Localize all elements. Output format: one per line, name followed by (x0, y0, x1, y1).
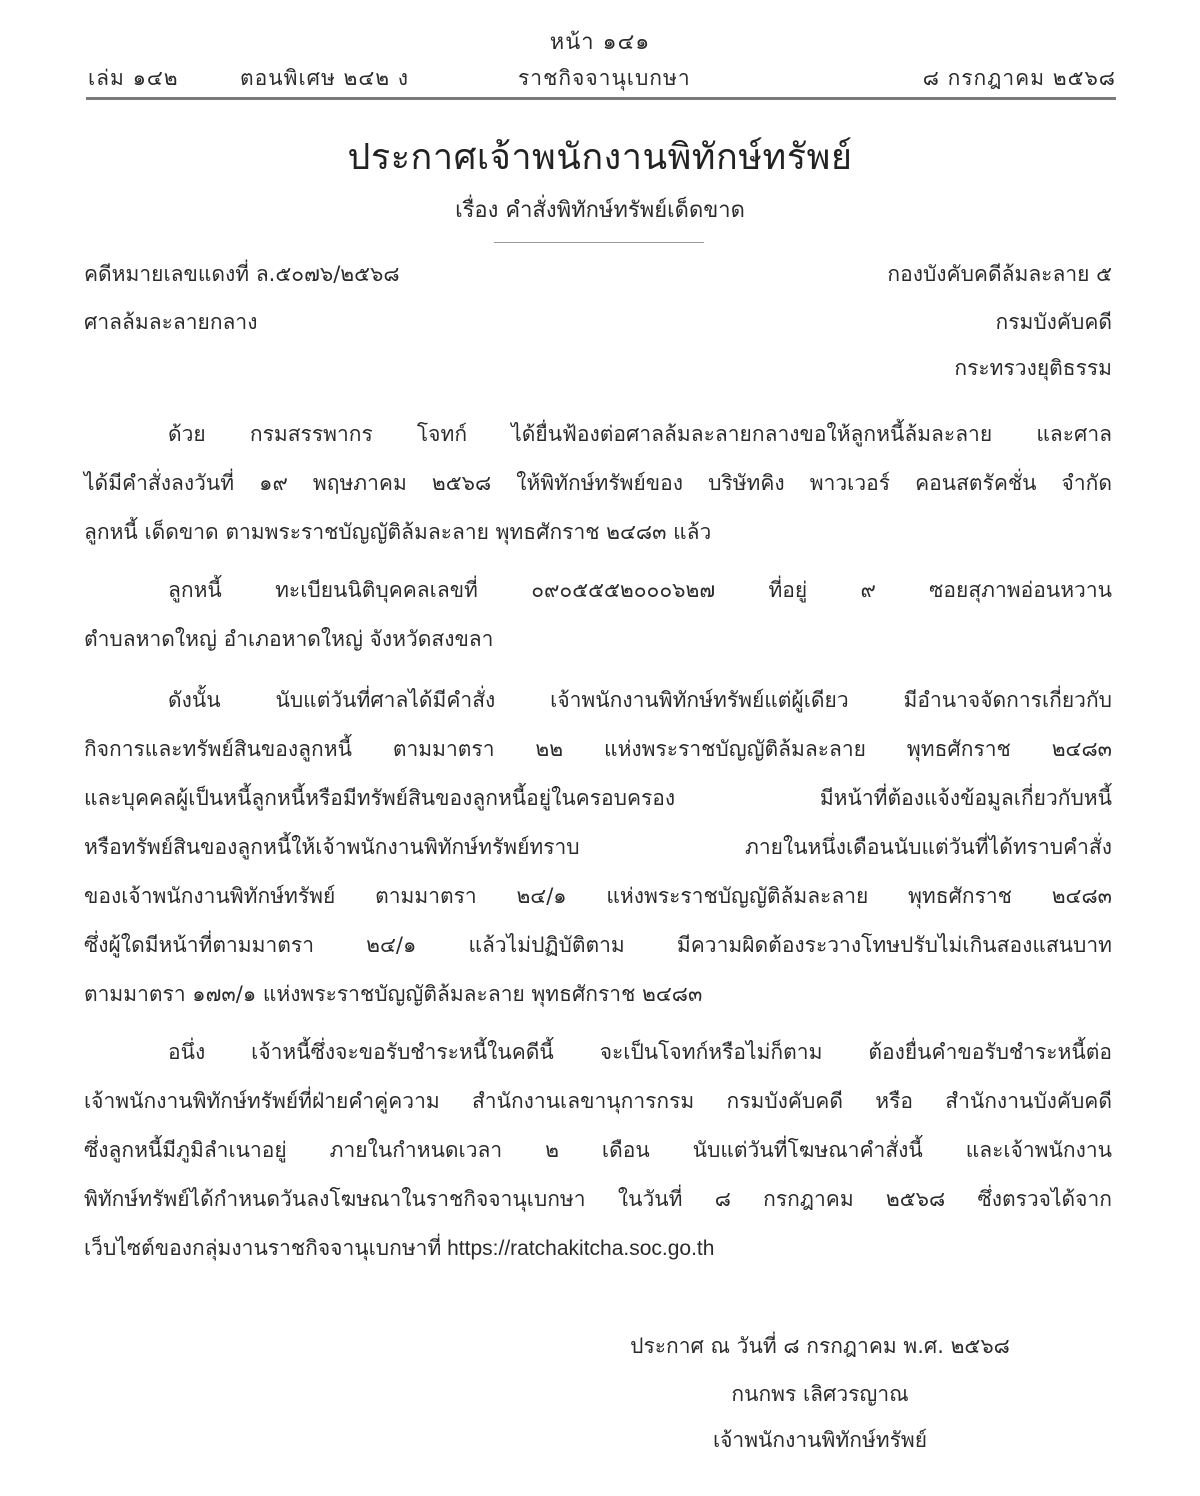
paragraph-line: ลูกหนี้ เด็ดขาด ตามพระราชบัญญัติล้มละลาย พุทธศักราช ๒๔๘๓ แล้ว (84, 520, 712, 544)
court-name: ศาลล้มละลายกลาง (84, 310, 258, 334)
title-divider (494, 242, 704, 243)
case-number: คดีหมายเลขแดงที่ ล.๕๐๗๖/๒๕๖๘ (84, 262, 400, 286)
paragraph-line: ลูกหนี้ ทะเบียนนิติบุคคลเลขที่ ๐๙๐๕๕๕๒๐๐๐๖๒๗ ที่อยู่ ๙ ซอยสุภาพอ่อนหวาน (168, 578, 1112, 602)
signatory-name: กนกพร เลิศวรญาณ (731, 1382, 909, 1406)
volume-label: เล่ม ๑๔๒ (88, 66, 179, 90)
page-number: หน้า ๑๔๑ (549, 30, 651, 55)
paragraph-line: พิทักษ์ทรัพย์ได้กำหนดวันลงโฆษณาในราชกิจจานุเบกษา ในวันที่ ๘ กรกฎาคม ๒๕๖๘ ซึ่งตรวจได้จาก (84, 1187, 1112, 1211)
paragraph-line: เจ้าพนักงานพิทักษ์ทรัพย์ที่ฝ่ายคำคู่ความ สำนักงานเลขานุการกรม กรมบังคับคดี หรือ สำนักงานบังคับคดี (84, 1089, 1112, 1113)
document-title: ประกาศเจ้าพนักงานพิทักษ์ทรัพย์ (347, 137, 853, 178)
paragraph-line: ซึ่งผู้ใดมีหน้าที่ตามมาตรา ๒๔/๑ แล้วไม่ปฏิบัติตาม มีความผิดต้องระวางโทษปรับไม่เกินสองแสนบาท (84, 933, 1112, 957)
paragraph-line: กิจการและทรัพย์สินของลูกหนี้ ตามมาตรา ๒๒ แห่งพระราชบัญญัติล้มละลาย พุทธศักราช ๒๔๘๓ (84, 737, 1112, 761)
announcement-date: ประกาศ ณ วันที่ ๘ กรกฎาคม พ.ศ. ๒๕๖๘ (630, 1334, 1010, 1358)
paragraph-line: ได้มีคำสั่งลงวันที่ ๑๙ พฤษภาคม ๒๕๖๘ ให้พิทักษ์ทรัพย์ของ บริษัทคิง พาวเวอร์ คอนสตรัคชั่น จำกัด (84, 471, 1112, 495)
paragraph-line: อนึ่ง เจ้าหนี้ซึ่งจะขอรับชำระหนี้ในคดีนี้ จะเป็นโจทก์หรือไม่ก็ตาม ต้องยื่นคำขอรับชำระหนี้ต่อ (168, 1040, 1112, 1064)
office-line: กรมบังคับคดี (995, 310, 1112, 334)
paragraph-line: ตามมาตรา ๑๗๓/๑ แห่งพระราชบัญญัติล้มละลาย พุทธศักราช ๒๔๘๓ (84, 982, 703, 1006)
header-divider (86, 97, 1116, 100)
publication-name: ราชกิจจานุเบกษา (518, 66, 691, 90)
signatory-position: เจ้าพนักงานพิทักษ์ทรัพย์ (712, 1428, 928, 1452)
paragraph-debtor-info (84, 566, 1112, 664)
paragraph-line: และบุคคลผู้เป็นหนี้ลูกหนี้หรือมีทรัพย์สินของลูกหนี้อยู่ในครอบครอง มีหน้าที่ต้องแจ้งข้อมูลเกี่ยวกับหนี้ (84, 786, 1112, 810)
paragraph-petition (84, 410, 1112, 557)
paragraph-line: ด้วย กรมสรรพากร โจทก์ ได้ยื่นฟ้องต่อศาลล้มละลายกลางขอให้ลูกหนี้ล้มละลาย และศาล (168, 422, 1112, 446)
office-line: กองบังคับคดีล้มละลาย ๕ (887, 262, 1112, 286)
document-subject: เรื่อง คำสั่งพิทักษ์ทรัพย์เด็ดขาด (455, 198, 745, 223)
paragraph-line: ตำบลหาดใหญ่ อำเภอหาดใหญ่ จังหวัดสงขลา (84, 627, 494, 651)
office-line: กระทรวงยุติธรรม (954, 356, 1112, 380)
issue-label: ตอนพิเศษ ๒๔๒ ง (240, 66, 409, 90)
publication-date: ๘ กรกฎาคม ๒๕๖๘ (922, 66, 1116, 90)
paragraph-line: ของเจ้าพนักงานพิทักษ์ทรัพย์ ตามมาตรา ๒๔/๑ แห่งพระราชบัญญัติล้มละลาย พุทธศักราช ๒๔๘๓ (84, 884, 1112, 908)
paragraph-powers (84, 676, 1112, 1019)
website-link-line[interactable]: เว็บไซต์ของกลุ่มงานราชกิจจานุเบกษาที่ https://ratchakitcha.soc.go.th (84, 1237, 715, 1260)
paragraph-line: หรือทรัพย์สินของลูกหนี้ให้เจ้าพนักงานพิทักษ์ทรัพย์ทราบ ภายในหนึ่งเดือนนับแต่วันที่ได้ทราบคำสั่ง (84, 835, 1112, 859)
paragraph-line: ซึ่งลูกหนี้มีภูมิลำเนาอยู่ ภายในกำหนดเวลา ๒ เดือน นับแต่วันที่โฆษณาคำสั่งนี้ และเจ้าพนักงาน (84, 1138, 1112, 1162)
paragraph-line: ดังนั้น นับแต่วันที่ศาลได้มีคำสั่ง เจ้าพนักงานพิทักษ์ทรัพย์แต่ผู้เดียว มีอำนาจจัดการเกี่ยวกับ (168, 688, 1112, 712)
paragraph-creditors (84, 1028, 1112, 1273)
